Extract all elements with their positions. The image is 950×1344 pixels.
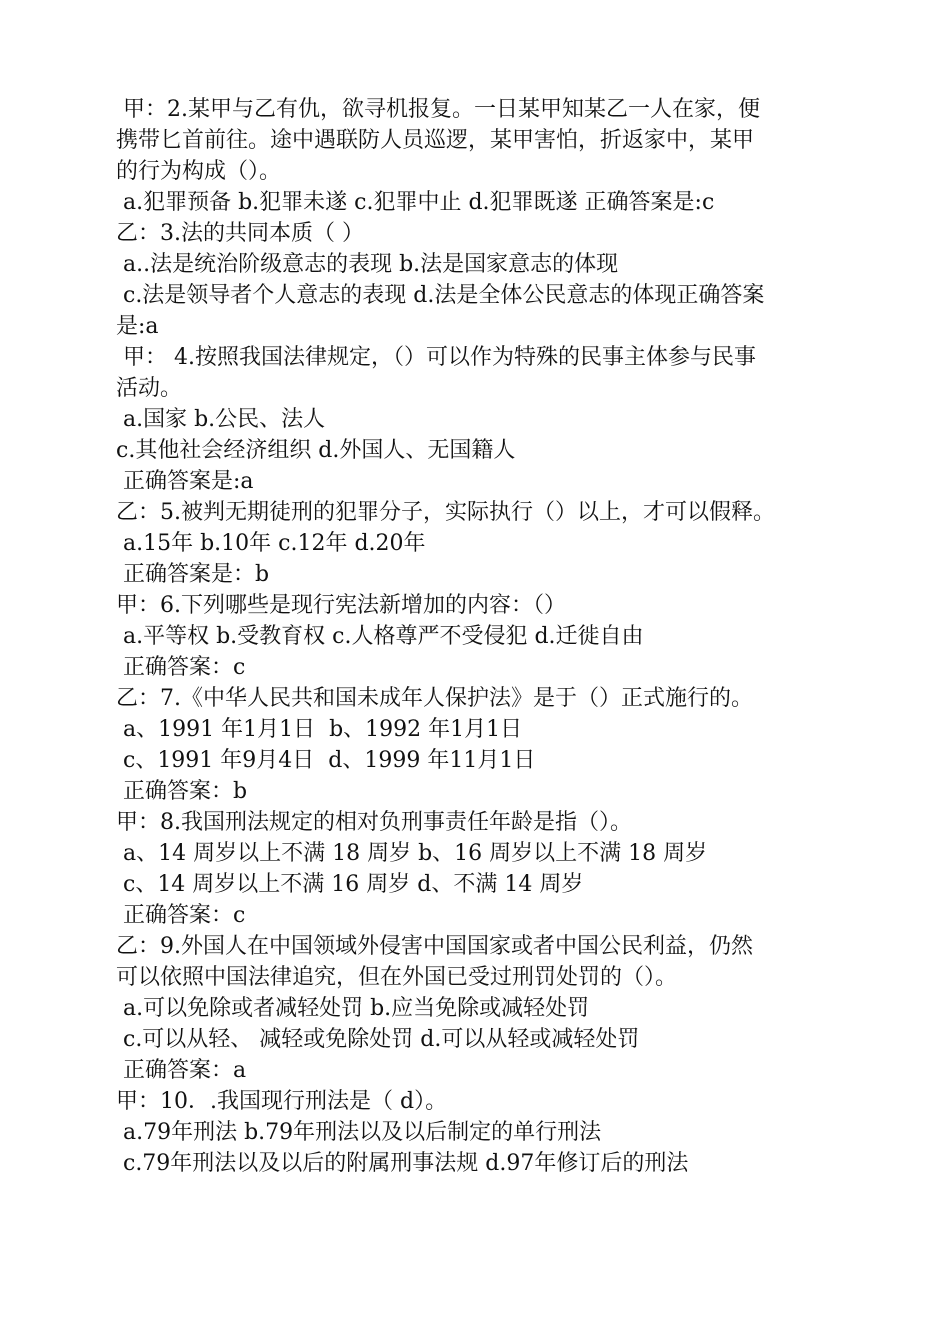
q6-answer: 正确答案：c bbox=[116, 655, 246, 680]
q3-answer: 是:a bbox=[116, 314, 159, 339]
q2-options: a.犯罪预备 b.犯罪未遂 c.犯罪中止 d.犯罪既遂 正确答案是:c bbox=[116, 190, 715, 215]
q9-stem-line-2: 可以依照中国法律追究，但在外国已受过刑罚处罚的（）。 bbox=[116, 965, 678, 990]
q5-options: a.15年 b.10年 c.12年 d.20年 bbox=[116, 531, 426, 556]
q7-answer: 正确答案：b bbox=[116, 779, 248, 804]
q5-stem: 乙：5.被判无期徒刑的犯罪分子，实际执行（）以上，才可以假释。 bbox=[116, 500, 775, 525]
q4-stem-line-1: 甲： 4.按照我国法律规定，（）可以作为特殊的民事主体参与民事 bbox=[116, 345, 756, 370]
q4-options-2: c.其他社会经济组织 d.外国人、无国籍人 bbox=[116, 438, 516, 463]
q5-answer: 正确答案是：b bbox=[116, 562, 270, 587]
q2-stem-line-3: 的行为构成（）。 bbox=[116, 159, 282, 184]
q8-stem: 甲：8.我国刑法规定的相对负刑事责任年龄是指（）。 bbox=[116, 810, 632, 835]
q9-options-2: c.可以从轻、 减轻或免除处罚 d.可以从轻或减轻处罚 bbox=[116, 1027, 640, 1052]
q7-options-2: c、1991 年9月4日 d、1999 年11月1日 bbox=[116, 748, 536, 773]
document-body bbox=[116, 94, 846, 1179]
q7-options-1: a、1991 年1月1日 b、1992 年1月1日 bbox=[116, 717, 523, 742]
q8-answer: 正确答案：c bbox=[116, 903, 246, 928]
q2-stem-line-2: 携带匕首前往。途中遇联防人员巡逻，某甲害怕，折返家中，某甲 bbox=[116, 128, 755, 153]
q2-stem-line-1: 甲：2.某甲与乙有仇，欲寻机报复。一日某甲知某乙一人在家，便 bbox=[116, 97, 760, 122]
q8-options-2: c、14 周岁以上不满 16 周岁 d、不满 14 周岁 bbox=[116, 872, 584, 897]
q9-stem-line-1: 乙：9.外国人在中国领域外侵害中国国家或者中国公民利益，仍然 bbox=[116, 934, 753, 959]
q6-stem: 甲：6.下列哪些是现行宪法新增加的内容：（） bbox=[116, 593, 566, 618]
q4-options-1: a.国家 b.公民、法人 bbox=[116, 407, 326, 432]
q4-answer: 正确答案是:a bbox=[116, 469, 254, 494]
q3-options-1: a..法是统治阶级意志的表现 b.法是国家意志的体现 bbox=[116, 252, 619, 277]
q3-options-2: c.法是领导者个人意志的表现 d.法是全体公民意志的体现正确答案 bbox=[116, 283, 765, 308]
q3-stem: 乙：3.法的共同本质（ ） bbox=[116, 221, 364, 246]
q10-stem: 甲：10．.我国现行刑法是（ d）。 bbox=[116, 1089, 448, 1114]
q9-options-1: a.可以免除或者减轻处罚 b.应当免除或减轻处罚 bbox=[116, 996, 590, 1021]
q6-options: a.平等权 b.受教育权 c.人格尊严不受侵犯 d.迁徙自由 bbox=[116, 624, 644, 649]
q10-options-2: c.79年刑法以及以后的附属刑事法规 d.97年修订后的刑法 bbox=[116, 1151, 689, 1176]
q4-stem-line-2: 活动。 bbox=[116, 376, 183, 401]
q9-answer: 正确答案：a bbox=[116, 1058, 247, 1083]
q10-options-1: a.79年刑法 b.79年刑法以及以后制定的单行刑法 bbox=[116, 1120, 602, 1145]
q7-stem: 乙：7.《中华人民共和国未成年人保护法》是于（）正式施行的。 bbox=[116, 686, 753, 711]
q8-options-1: a、14 周岁以上不满 18 周岁 b、16 周岁以上不满 18 周岁 bbox=[116, 841, 708, 866]
